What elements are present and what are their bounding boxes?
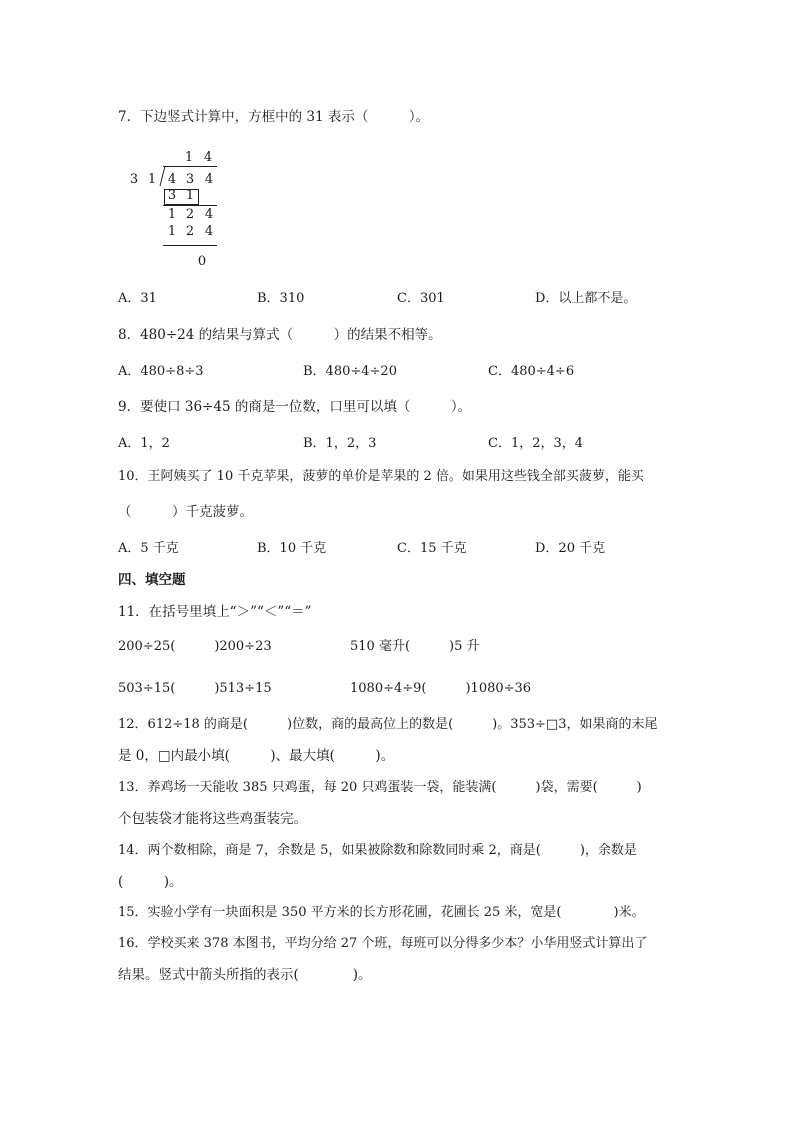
question-15-line1: 15．实验小学有一块面积是 350 平方米的长方形花圃，花圃长 25 米，宽是( )米。 [118, 905, 645, 920]
option-c[interactable]: C．480÷4÷6 [488, 364, 575, 379]
divisor-digit: 3 [129, 172, 139, 187]
option-d[interactable]: D．20 千克 [535, 541, 606, 556]
option-b[interactable]: B．1，2，3 [303, 436, 377, 451]
option-c[interactable]: C．1，2，3，4 [488, 436, 584, 451]
comparison-item: 503÷15( )513÷15 [118, 681, 272, 696]
option-a[interactable]: A．5 千克 [118, 541, 179, 556]
quotient-digit: 1 [184, 150, 194, 165]
final-remainder: 0 [197, 254, 207, 269]
question-11-stem: 11．在括号里填上“＞”“＜”“＝” [118, 604, 312, 620]
boxed-product-digit: 1 [185, 188, 195, 203]
quotient-digit: 4 [203, 150, 213, 165]
question-8-stem: 8．480÷24 的结果与算式（ ）的结果不相等。 [118, 327, 442, 343]
option-a[interactable]: A．480÷8÷3 [118, 364, 204, 379]
question-13-line2: 个包装袋才能将这些鸡蛋装完。 [118, 811, 307, 827]
question-10-stem-line2: （ ）千克菠萝。 [118, 504, 253, 520]
product-digit: 2 [185, 224, 195, 239]
subtraction-line [163, 245, 217, 246]
dividend-digit: 3 [185, 172, 195, 187]
question-16-line1: 16．学校买来 378 本图书，平均分给 27 个班，每班可以分得多少本？小华用竖式计算出了 [118, 936, 648, 951]
remainder-digit: 1 [167, 207, 177, 222]
question-16-line2: 结果。竖式中箭头所指的表示( )。 [118, 967, 372, 983]
question-14-line1: 14．两个数相除，商是 7，余数是 5，如果被除数和除数同时乘 2，商是( )，余数是 [118, 843, 637, 858]
question-12-line1: 12．612÷18 的商是( )位数，商的最高位上的数是( )。353÷□3，如果商的末尾 [118, 717, 658, 732]
question-12-line2: 是 0，□内最小填( )、最大填( )。 [118, 748, 395, 764]
question-10-stem-line1: 10．王阿姨买了 10 千克苹果，菠萝的单价是苹果的 2 倍。如果用这些钱全部买菠萝，能买 [118, 469, 644, 484]
dividend-digit: 4 [167, 172, 177, 187]
section-heading: 四、填空题 [118, 572, 186, 588]
question-14-line2: ( )。 [118, 874, 183, 890]
remainder-digit: 4 [204, 207, 214, 222]
option-a[interactable]: A．1，2 [118, 436, 170, 451]
divisor-digit: 1 [147, 172, 157, 187]
option-b[interactable]: B．480÷4÷20 [303, 364, 397, 379]
question-9-stem: 9．要使口 36÷45 的商是一位数，口里可以填（ ）。 [118, 399, 472, 415]
comparison-item: 510 毫升( )5 升 [350, 639, 480, 654]
option-c[interactable]: C．301 [397, 291, 445, 306]
question-13-line1: 13．养鸡场一天能收 385 只鸡蛋，每 20 只鸡蛋装一袋，能装满( )袋，需要( ) [118, 780, 642, 795]
comparison-item: 1080÷4÷9( )1080÷36 [350, 681, 532, 696]
option-c[interactable]: C．15 千克 [397, 541, 467, 556]
remainder-digit: 2 [185, 207, 195, 222]
question-7-stem: 7．下边竖式计算中，方框中的 31 表示（ ）。 [118, 109, 430, 125]
comparison-item: 200÷25( )200÷23 [118, 639, 272, 654]
option-a[interactable]: A．31 [118, 291, 157, 306]
boxed-product-digit: 3 [167, 188, 177, 203]
option-b[interactable]: B．10 千克 [257, 541, 327, 556]
subtraction-line [163, 205, 217, 206]
dividend-digit: 4 [204, 172, 214, 187]
option-b[interactable]: B．310 [257, 291, 305, 306]
division-bracket [160, 166, 166, 186]
product-digit: 1 [167, 224, 177, 239]
division-bar [163, 166, 217, 167]
option-d[interactable]: D．以上都不是。 [535, 291, 637, 306]
product-digit: 4 [204, 224, 214, 239]
